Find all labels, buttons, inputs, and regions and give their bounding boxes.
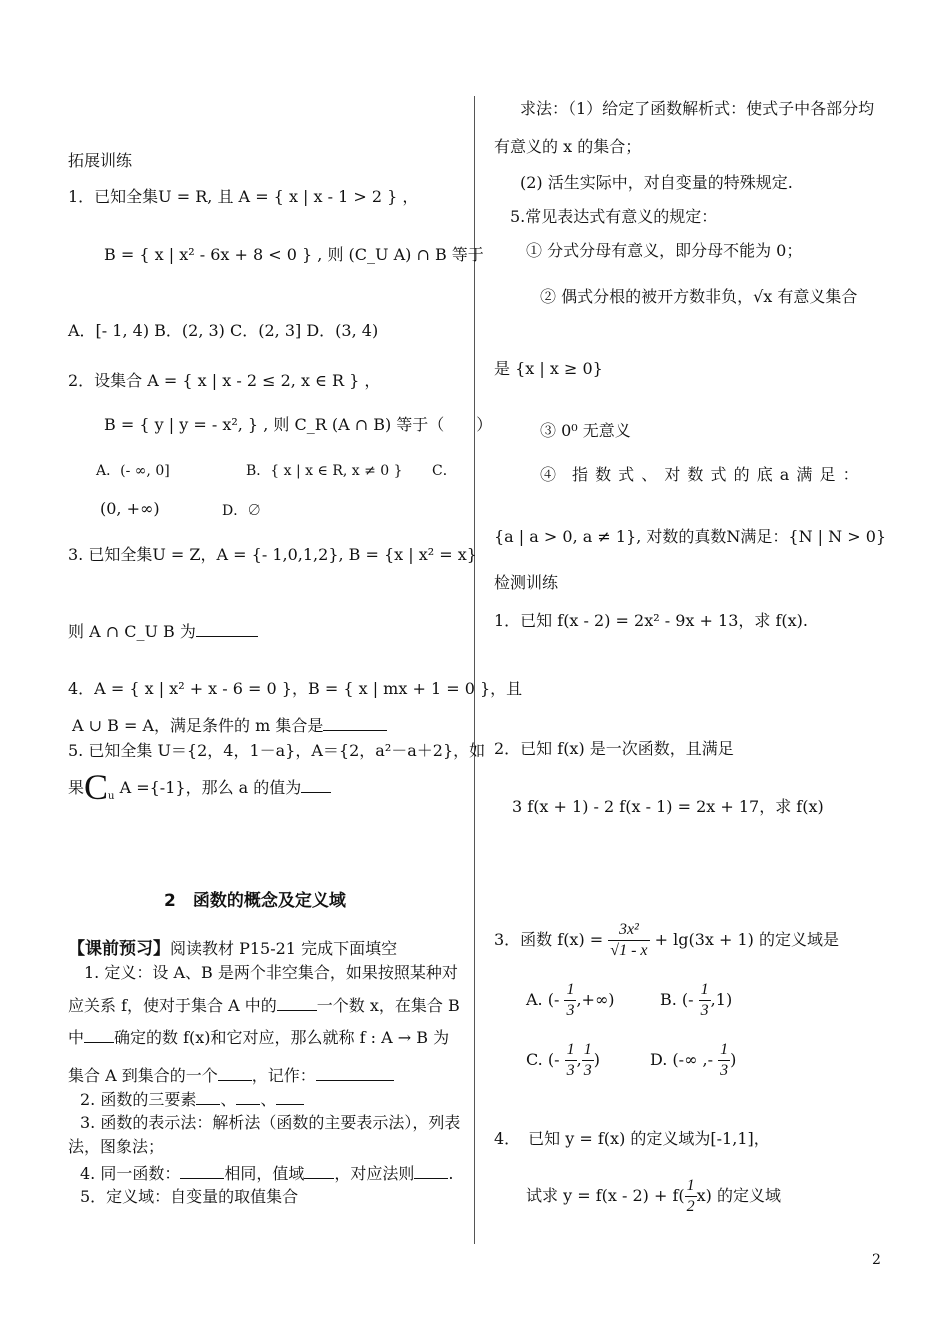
q3-line2 xyxy=(68,620,258,643)
option-d-den: 3 xyxy=(720,1062,729,1079)
q4-answer-blank[interactable] xyxy=(323,714,387,731)
option-c-num-2: 1 xyxy=(582,1040,594,1061)
q5-line2 xyxy=(68,767,331,808)
def1-blank-2[interactable] xyxy=(84,1026,114,1043)
option-c-num-1: 1 xyxy=(565,1040,577,1061)
q2-option-c-value: (0, +∞) xyxy=(100,499,160,518)
chapter-title: 2 函数的概念及定义域 xyxy=(164,891,346,911)
q2-option-b: B．{ x | x ∈ R, x ≠ 0 } xyxy=(246,463,403,479)
q1-line1: 1．已知全集U = R, 且 A = { x | x - 1 > 2 } ， xyxy=(68,187,419,206)
check-q4-line1: 4． 已知 y = f(x) 的定义域为[-1,1]， xyxy=(494,1129,770,1148)
r1-line1: 求法：（1）给定了函数解析式：使式子中各部分均 xyxy=(520,99,875,118)
def1-line2 xyxy=(68,994,460,1017)
q2-line1: 2．设集合 A = { x | x - 2 ≤ 2, x ∈ R } ， xyxy=(68,371,381,390)
item2-blank-1[interactable] xyxy=(196,1088,220,1105)
q5-prefix: 果 xyxy=(68,778,85,797)
item4-blank-3[interactable] xyxy=(414,1162,448,1179)
item2-text: 2. 函数的三要素 xyxy=(80,1090,197,1109)
check-q1: 1．已知 f(x - 2) = 2x² - 9x + 13，求 f(x). xyxy=(494,611,808,630)
check-q4-prefix: 试求 y = f(x - 2) + f( xyxy=(526,1186,685,1205)
complement-subscript: u xyxy=(108,791,115,802)
check-q4-suffix: 的定义域 xyxy=(717,1186,782,1205)
q5-suffix: A ={-1}，那么 a 的值为 xyxy=(119,778,302,797)
option-b-fraction xyxy=(699,980,711,1021)
option-a-fraction xyxy=(564,980,576,1021)
def1-line4-text-b: ，记作： xyxy=(251,1066,316,1085)
page-number: 2 xyxy=(872,1252,881,1268)
item3-line2: 法，图象法； xyxy=(68,1137,165,1156)
preview-label: 【课前预习】 xyxy=(68,939,170,959)
q1-options: A．[- 1, 4) B．(2, 3) C．(2, 3] D．(3, 4) xyxy=(68,321,379,340)
r8-line: ④ 指 数 式 、 对 数 式 的 底 a 满 足 ： xyxy=(540,465,859,484)
def1-line2-text-b: 一个数 x，在集合 B xyxy=(316,996,460,1015)
r1-line2: 有意义的 x 的集合； xyxy=(494,137,642,156)
option-d-suffix: ) xyxy=(730,1050,737,1069)
def1-line3-text-b: 确定的数 f(x)和它对应，那么就称 f : A → B 为 xyxy=(114,1028,450,1047)
option-c-den-1: 3 xyxy=(566,1062,575,1079)
check-q3-option-d xyxy=(650,1040,736,1081)
option-c-suffix: ) xyxy=(593,1050,600,1069)
item2-line: 2. 函数的三要素 、 、 xyxy=(80,1088,304,1111)
def1-blank-4[interactable] xyxy=(316,1064,394,1081)
item2-blank-3[interactable] xyxy=(276,1088,304,1105)
q1-line2: B = { x | x² - 6x + 8 < 0 } , 则 (C_U A) ∩ B 等于 xyxy=(104,245,484,264)
check-q3-numerator: 3x² xyxy=(608,920,649,941)
q3-line1: 3. 已知全集U = Z，A = {- 1,0,1,2}, B = {x | x² = x} xyxy=(68,545,477,564)
option-c-fraction-2 xyxy=(582,1040,594,1081)
def1-line3 xyxy=(68,1026,449,1049)
check-q4-line2 xyxy=(526,1176,781,1217)
option-d-fraction xyxy=(718,1040,730,1081)
option-a-num: 1 xyxy=(564,980,576,1001)
check-q4-num: 1 xyxy=(685,1176,697,1197)
check-q4-den: 2 xyxy=(686,1198,695,1215)
q2-line2: B = { y | y = - x², } , 则 C_R (A ∩ B) 等于（ ） xyxy=(104,415,493,434)
q3-answer-blank[interactable] xyxy=(196,620,258,637)
check-q3-fraction xyxy=(608,920,649,961)
r5-line: ② 偶式分根的被开方数非负，√x 有意义集合 xyxy=(540,287,858,306)
option-d-num: 1 xyxy=(718,1040,730,1061)
check-q3-option-c xyxy=(526,1040,600,1081)
check-q2-equation: 3 f(x + 1) - 2 f(x - 1) = 2x + 17，求 f(x) xyxy=(512,797,824,816)
option-a-prefix: A. (- xyxy=(526,990,560,1009)
check-q3-suffix: + lg(3x + 1) 的定义域是 xyxy=(654,930,839,949)
check-q3-line xyxy=(494,920,839,961)
item2-blank-2[interactable] xyxy=(236,1088,260,1105)
option-d-prefix: D. (-∞ ,- xyxy=(650,1050,713,1069)
preview-text: 阅读教材 P15-21 完成下面填空 xyxy=(170,939,398,958)
item4-blank-2[interactable] xyxy=(304,1162,334,1179)
option-b-num: 1 xyxy=(699,980,711,1001)
item4-blank-1[interactable] xyxy=(180,1162,224,1179)
check-training-title: 检测训练 xyxy=(494,573,559,592)
option-c-fraction-1 xyxy=(565,1040,577,1081)
item4-line: 4. 同一函数： 相同，值域 ，对应法则 . xyxy=(80,1164,454,1183)
q4-line2-text: A ∪ B = A，满足条件的 m 集合是 xyxy=(72,716,324,735)
r3-line: 5.常见表达式有意义的规定： xyxy=(510,207,718,226)
q4-line1: 4．A = { x | x² + x - 6 = 0 }，B = { x | mx + 1 = 0 }，且 xyxy=(68,679,523,698)
option-c-prefix: C. (- xyxy=(526,1050,560,1069)
check-q4-x: x) xyxy=(696,1186,712,1205)
check-q2: 2．已知 f(x) 是一次函数，且满足 xyxy=(494,739,734,758)
check-q4-fraction xyxy=(685,1176,697,1217)
check-q3-prefix: 3．函数 f(x) = xyxy=(494,930,609,949)
def1-line4 xyxy=(68,1064,394,1087)
option-a-den: 3 xyxy=(566,1002,575,1019)
r9-line: {a | a > 0, a ≠ 1}, 对数的真数N满足：{N | N > 0} xyxy=(494,527,887,546)
def1-line3-text: 中 xyxy=(68,1028,85,1047)
r7-line: ③ 0⁰ 无意义 xyxy=(540,421,631,440)
q2-option-d: D．∅ xyxy=(222,503,262,519)
check-q3-denominator: √1 - x xyxy=(610,942,648,959)
option-b-suffix: ,1) xyxy=(710,990,733,1009)
option-b-den: 3 xyxy=(700,1002,709,1019)
option-b-prefix: B. (- xyxy=(660,990,694,1009)
item4-text: 4. 同一函数： xyxy=(80,1164,181,1183)
q5-answer-blank[interactable] xyxy=(301,776,331,793)
item3-line1: 3. 函数的表示法：解析法（函数的主要表示法），列表 xyxy=(80,1113,461,1132)
item4-text-b: 相同，值域 xyxy=(224,1164,305,1183)
r4-line: ① 分式分母有意义，即分母不能为 0； xyxy=(526,241,803,260)
def1-blank-1[interactable] xyxy=(277,994,317,1011)
r2-line: (2) 活生实际中，对自变量的特殊规定. xyxy=(520,173,793,192)
q5-line1: 5. 已知全集 U＝{2，4，1－a}，A＝{2，a²－a＋2}，如 xyxy=(68,741,486,760)
option-c-den-2: 3 xyxy=(583,1062,592,1079)
q2-option-c: C． xyxy=(432,463,457,479)
def1-line2-text: 应关系 f，使对于集合 A 中的 xyxy=(68,996,277,1015)
option-a-suffix: ,+∞) xyxy=(576,990,615,1009)
check-q3-option-a xyxy=(526,980,615,1021)
item4-text-c: ，对应法则 xyxy=(334,1164,415,1183)
item5-line: 5．定义域：自变量的取值集合 xyxy=(80,1187,299,1206)
def1-blank-3[interactable] xyxy=(218,1064,252,1081)
q2-option-a: A．(- ∞, 0] xyxy=(96,463,170,479)
def1-line1: 1. 定义：设 A、B 是两个非空集合，如果按照某种对 xyxy=(84,963,458,982)
q4-line2 xyxy=(72,714,387,737)
q3-line2-text: 则 A ∩ C_U B 为 xyxy=(68,622,196,641)
column-divider xyxy=(474,96,475,1244)
option-c-comma: , xyxy=(576,1050,582,1069)
preview-line xyxy=(68,938,397,960)
r6-line: 是 {x | x ≥ 0} xyxy=(494,359,603,378)
def1-line4-text: 集合 A 到集合的一个 xyxy=(68,1066,218,1085)
section-title-extension-training: 拓展训练 xyxy=(68,151,133,170)
complement-symbol: C xyxy=(84,767,109,807)
check-q3-option-b xyxy=(660,980,732,1021)
